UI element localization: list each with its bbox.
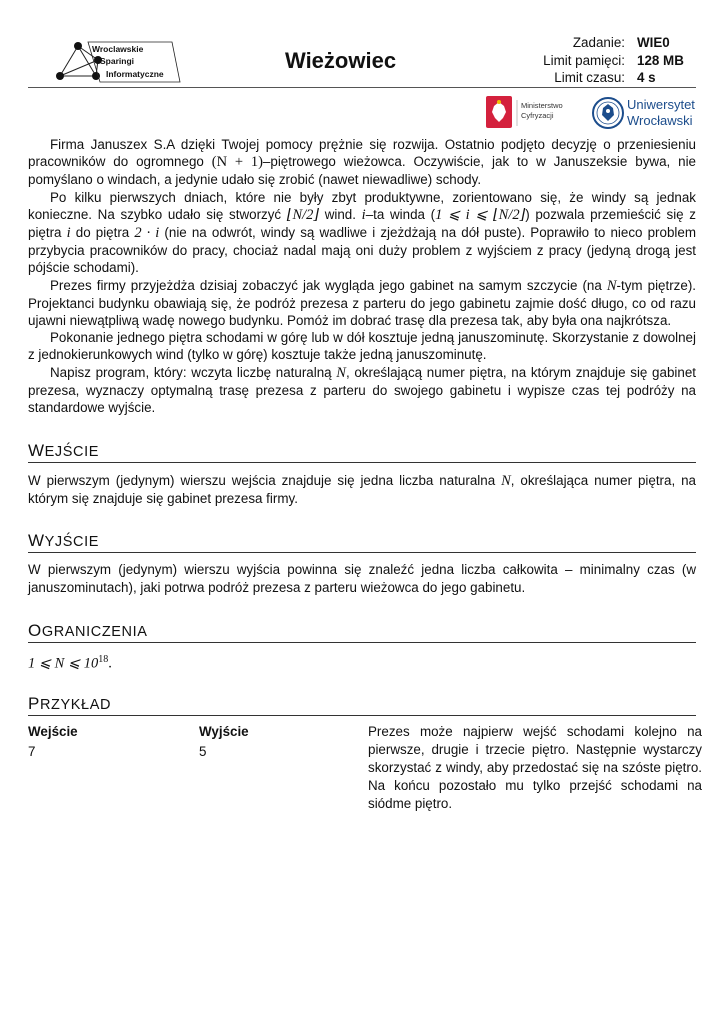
statement-paragraph-5: Napisz program, który: wczyta liczbę naturalną N, określającą numer piętra, na którym znajduje się gabinet prezesa, wyznaczy optymalną trasę prezesa z parteru do swojego gabinetu i wypisze czas tej podróży na standardowe wyjście. [28, 364, 696, 416]
problem-title: Wieżowiec [285, 48, 397, 73]
statement-paragraph-3: Prezes firmy przyjeżdża dzisiaj zobaczyć jak wygląda jego gabinet na samym szczycie (na N-tym piętrze). Projektanci budynku obawiają się, że podróż prezesa z parteru do jego gabinetu zajmie dość długo, co od razu ujawni niewątpliwą wadę nowego budynku. Pomóż im dobrać trasę dla prezesa tak, aby była ona najkrótsza. [28, 277, 696, 329]
math-floor-n-half: ⌊N/2⌋ [286, 206, 320, 223]
problem-meta [505, 34, 695, 87]
section-heading-limits: OGRANICZENIA [28, 621, 696, 643]
meta-memory-label: Limit pamięci: [543, 52, 625, 68]
section-heading-input: WEJŚCIE [28, 441, 696, 463]
math-n-plus-1: (N + 1) [211, 154, 263, 171]
example-explanation: Prezes może najpierw wejść schodami kolejno na pierwsze, drugie i trzecie piętro. Następnie wystarczy skorzystać z windy, aby przedostać się na szóste piętro. Na końcu pozostało mu tylko przejść schodami na siódme piętro. [368, 724, 702, 811]
example-input-value: 7 [28, 744, 36, 759]
ministry-name-line1: Ministerstwo [521, 101, 563, 110]
example-output-header: Wyjście [199, 724, 249, 739]
example-output-value: 5 [199, 744, 207, 759]
statement-paragraph-4: Pokonanie jednego piętra schodami w górę lub w dół kosztuje jedną januszominutę. Skorzystanie z dowolnej z jednokierunkowych wind (tylko w górę) kosztuje także jedną januszominutę. [28, 330, 696, 363]
meta-time-value: 4 s [637, 70, 656, 85]
section-heading-example: PRZYKŁAD [28, 694, 696, 716]
output-description: W pierwszym (jedynym) wierszu wyjścia powinna się znaleźć jedna liczba całkowita – minimalny czas (w januszominutach), jaki potrwa podróż prezesa z parteru wieżowca do jego gabinetu. [28, 562, 696, 595]
meta-memory-value: 128 MB [637, 52, 684, 68]
meta-task-label: Zadanie: [572, 35, 625, 50]
logo-line-1: Wroclawskie [92, 44, 144, 54]
logo-line-2: Sparingi [100, 56, 135, 66]
math-range: 1 ⩽ i ⩽ ⌊N/2⌋ [435, 206, 526, 223]
problem-statement [28, 136, 696, 416]
ministry-name-line2: Cyfryzacji [521, 111, 554, 120]
ministry-name [521, 101, 563, 121]
header-divider [28, 87, 696, 88]
section-heading-output: WYJŚCIE [28, 531, 696, 553]
statement-paragraph-2: Po kilku pierwszych dniach, które nie były zbyt produktywne, zorientowano się, że windy są jednak konieczne. Na szybko udało się stworzyć ⌊N/2⌋ wind. i–ta winda (1 ⩽ i ⩽ ⌊N/2⌋) pozwala przemieścić się z piętra i do piętra 2 · i (nie na odwrót, windy są wadliwe i zjeżdżają na dół puste). Poprawiło to nieco problem przybycia pracowników do pracy, chociaż nadal mają oni duży problem z wyjściem z pracy (jedyną drogą jest pójście schodami). [28, 189, 696, 276]
meta-time [505, 69, 695, 87]
limits-formula: 1 ⩽ N ⩽ $10^{18}$. [28, 654, 112, 672]
statement-paragraph-1: Firma Januszex S.A dzięki Twojej pomocy prężnie się rozwija. Ostatnio podjęto decyzję o przeniesieniu pracowników do ogromnego (N + 1)–piętrowego wieżowca. Oczywiście, jak to w Januszeksie bywa, nie pomyślano o windach, a jedynie udało się zrobić (nawet niewadliwe) schody. [28, 137, 697, 188]
university-name-line1: Uniwersytet [627, 97, 695, 112]
meta-task [505, 34, 695, 52]
university-name [627, 97, 695, 128]
input-description: W pierwszym (jedynym) wierszu wejścia znajduje się jedna liczba naturalna N, określająca numer piętra, na którym się znajduje się gabinet prezesa firmy. [28, 473, 696, 506]
contest-logo [54, 38, 186, 86]
meta-memory [505, 52, 695, 70]
meta-time-label: Limit czasu: [554, 70, 625, 85]
logo-line-3: Informatyczne [106, 69, 164, 79]
university-emblem-icon [591, 96, 631, 130]
example-input-header: Wejście [28, 724, 78, 739]
university-name-line2: Wrocławski [627, 112, 693, 128]
meta-task-value: WIE0 [637, 35, 670, 50]
